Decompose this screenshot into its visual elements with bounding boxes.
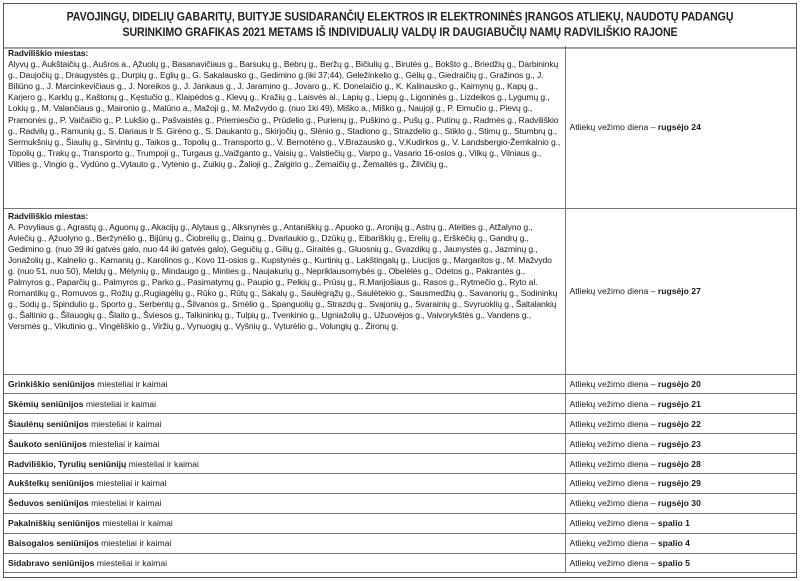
eldership-suffix: miesteliai ir kaimai bbox=[88, 418, 162, 429]
streets-cell bbox=[4, 46, 565, 208]
date-cell bbox=[565, 46, 796, 208]
street-list: Alyvų g., Aukštaičių g., Aušros a., Ąžuolų g., Basanavičiaus g., Barsukų g., Bebrų g., Beržų g., Bičiulių g., Birutės g., Bokšto g., Briedžių g., Darbininkų g., Daujočių g., Draugystės g., Durpių g., Eglių g., G. Sakalausko g., Gedimino g.(iki 37;44), Geležinkelio g., Gėlių g., Giedraičių g., Gražinos g., J. Biliūno g., J. Marcinkevičiaus g., J. Noreikos g., J. Jankaus g., J. Jaramino g., Jovaro g., K. Donelaičio g., K. Kalinausko g., Kaimynų g., Kapų g., Karjero g., Karklų g., Kaštonų g., Kęstučio g., Klaipėdos g., Klevų g., Kražių g., Laisvės al., Lapių g., Liepų g., Ligoninės g., Lizdeikos g., Lygumų g., Lokių g., M. Valančiaus g., Maironio g., Malūno a., Mažoji g., M. Mažvydo g. (nuo 1ki 49), Miško a., Miško g., Naujoji g., P. Eimučio g., Pievų g., Pramonės g., P. Vaičaičio g., P. Lukšio g., Pašvaistės g., Priemiesčio g., Prūdelio g., Purienų g., Puškino g., Pušų g., Putinų g., Radmės g., Radviliškio g., Radvilų g., Ramunių g., S. Dariaus ir S. Girėno g., S. Daukanto g., Skirjočių g., Slėnio g., Stadiono g., Strazdelio g., Stiklo g., Stirnų g., Stumbrų g., Sermukšnių g., Šiaulių g., Sirvintų g., Taikos g., Topolių g., Transporto g., V. Bernotėno g., V.Brazausko g., V.Kudirkos g., V. Landsbergio-Žemkalnio g., Topolių g., Trakų g., Transporto g., Trumpoji g., Turgaus g.,Vaižganto g., Vaisių g., Valstiečių g., Varpo g., Vasario 16-osios g., Vilkų g., Vilniaus g., Vilties g., Vingio g., Vydūno g.,Vytauto g., Vytenio g., Zuikių g., Žalioji g., Žalgirio g., Žemaičių g., Žemaitės g., Žilvičių g., bbox=[8, 59, 561, 169]
title-line-1: PAVOJINGŲ, DIDELIŲ GABARITŲ, BUITYJE SUSIDARANČIŲ ELEKTROS IR ELEKTRONINĖS ĮRANGOS ATLIEKŲ, NAUDOTŲ PADANGŲ bbox=[66, 9, 734, 24]
date-prefix: Atliekų vežimo diena – bbox=[569, 286, 658, 296]
eldership-cell bbox=[4, 394, 565, 414]
date-cell bbox=[565, 454, 796, 474]
table-row bbox=[4, 374, 796, 394]
date-cell bbox=[565, 533, 796, 553]
collection-date: rugsėjo 20 bbox=[657, 378, 701, 389]
date-prefix: Atliekų vežimo diena – bbox=[569, 121, 658, 132]
collection-date: spalio 1 bbox=[657, 518, 690, 529]
city-heading: Radviliškio miestas: bbox=[8, 210, 89, 221]
eldership-cell bbox=[4, 434, 565, 454]
eldership-cell bbox=[4, 414, 565, 434]
eldership-name: Šeduvos seniūnijos bbox=[8, 498, 89, 509]
collection-date: spalio 4 bbox=[657, 538, 690, 549]
eldership-cell bbox=[4, 533, 565, 553]
table-row bbox=[4, 533, 796, 553]
schedule-table bbox=[4, 46, 796, 573]
date-cell bbox=[565, 493, 796, 513]
date-prefix: Atliekų vežimo diena – bbox=[569, 557, 658, 568]
table-row bbox=[4, 414, 796, 434]
eldership-suffix: miesteliai ir kaimai bbox=[93, 478, 167, 489]
date-prefix: Atliekų vežimo diena – bbox=[569, 438, 658, 449]
eldership-cell bbox=[4, 454, 565, 474]
collection-date: rugsėjo 29 bbox=[657, 478, 701, 489]
title-line-2: SURINKIMO GRAFIKAS 2021 METAMS IŠ INDIVIDUALIŲ VALDŲ IR DAUGIABUČIŲ NAMŲ RADVILIŠKIO RAJONE bbox=[122, 25, 678, 39]
date-cell bbox=[565, 473, 796, 493]
eldership-name: Radviliškio, Tyrulių seniūnijų bbox=[8, 458, 127, 469]
date-prefix: Atliekų vežimo diena – bbox=[569, 378, 658, 389]
table-row bbox=[4, 394, 796, 414]
collection-date: rugsėjo 23 bbox=[657, 438, 701, 449]
eldership-name: Aukštelkų seniūnijos bbox=[8, 478, 94, 489]
eldership-suffix: miesteliai ir kaimai bbox=[100, 518, 173, 529]
eldership-suffix: miesteliai ir kaimai bbox=[94, 378, 168, 389]
date-prefix: Atliekų vežimo diena – bbox=[569, 418, 658, 429]
eldership-suffix: miesteliai ir kaimai bbox=[98, 538, 172, 549]
table-row-city-1 bbox=[4, 46, 796, 208]
eldership-suffix: miesteliai ir kaimai bbox=[94, 557, 168, 568]
date-cell bbox=[565, 553, 796, 573]
eldership-name: Sidabravo seniūnijos bbox=[8, 557, 95, 568]
collection-date: spalio 5 bbox=[657, 557, 690, 568]
collection-date: rugsėjo 22 bbox=[657, 418, 701, 429]
city-heading: Radviliškio miestas: bbox=[8, 48, 89, 58]
date-cell bbox=[565, 414, 796, 434]
eldership-name: Pakalniškių seniūnijos bbox=[8, 518, 101, 529]
date-prefix: Atliekų vežimo diena – bbox=[569, 538, 658, 549]
eldership-suffix: miesteliai ir kaimai bbox=[86, 438, 160, 449]
eldership-name: Grinkiškio seniūnijos bbox=[8, 378, 95, 389]
date-cell bbox=[565, 208, 796, 374]
eldership-cell bbox=[4, 493, 565, 513]
date-cell bbox=[565, 394, 796, 414]
eldership-cell bbox=[4, 513, 565, 533]
eldership-name: Šaukoto seniūnijos bbox=[8, 438, 87, 449]
eldership-cell bbox=[4, 553, 565, 573]
eldership-cell bbox=[4, 473, 565, 493]
eldership-suffix: miesteliai ir kaimai bbox=[126, 458, 199, 469]
table-row bbox=[4, 434, 796, 454]
table-row bbox=[4, 493, 796, 513]
table-row bbox=[4, 454, 796, 474]
collection-date: rugsėjo 27 bbox=[657, 286, 701, 296]
table-row bbox=[4, 513, 796, 533]
date-prefix: Atliekų vežimo diena – bbox=[569, 398, 658, 409]
table-row bbox=[4, 473, 796, 493]
street-list: A. Povyliaus g., Agrastų g., Aguonų g., Akacijų g., Alytaus g., Alksnynės g., Antaniškių g., Apuoko g., Aronijų g., Astrų g., Ateities g., Atžalyno g., Aviečių g., Ąžuolyno g., Beržynėlio g., Bijūnų g., Čiobrelių g., Dainų g., Dvarlaukio g., Dzūkų g., Eibariškių g., Erelių g., Erškėčių g., Gandrų g., Gedimino g. (nuo 39 iki gatvės galo, nuo 44 iki gatvės galo), Gegučių g., Gilių g., Giraitės g., Gluosnių g., Gvazdikų g., Jaunystės g., Jazminų g., Jonažolių g., Kalnelio g., Kamanių g., Karolinos g., Kovo 11-osios g., Kupstynės g., Kurtinių g., Lakštingalų g., Liucijos g., Margaritos g., M. Mažvydo g. (nuo 51, nuo 50), Meldų g., Mėlynių g., Mindaugo g., Minties g., Naujakurių g., Nepriklausomybės g., Obelėlės g., Odetos g., Pakrantės g., Palmyros g., Paparčių g., Palmyros g., Parko g., Pasimatymų g., Paupio g., Pelkių g., Prūsų g., R.Marijošiaus g., Rasos g., Rytmečio g., Ryto al. Romantikų g., Romuvos g., Rožių g.,Rugiagėlių g., Rūko g., Rūtų g., Sakalų g., Saulėgrąžų g., Saulėtekio g., Sausmedžių g., Savanorių g., Sodininkų g., Sodų g., Spindulio g., Sporto g., Serbentų g., Šilvanos g., Smėlio g., Spanguolių g., Strazdų g., Svajonių g., Svarainių g., Svyruoklių g., Šaltalankių g., Šaltinio g., Šilauogių g., Šlaito g., Šviesos g., Talkininkų g., Tulpių g., Tvenkinio g., Ugniažolių g., Užuovėjos g., Vaivorykštės g., Vandens g., Versmės g., Vikutinio g., Vingėliškio g., Viržių g., Vynuogių g., Vyšnių g., Vyturėlio g., Volungių g., Žironų g. bbox=[8, 221, 558, 332]
eldership-name: Šiaulėnų seniūnijos bbox=[8, 418, 89, 429]
date-prefix: Atliekų vežimo diena – bbox=[569, 518, 658, 529]
eldership-suffix: miesteliai ir kaimai bbox=[88, 498, 162, 509]
date-cell bbox=[565, 374, 796, 394]
date-prefix: Atliekų vežimo diena – bbox=[569, 458, 658, 469]
eldership-suffix: miesteliai ir kaimai bbox=[83, 398, 157, 409]
schedule-document bbox=[3, 3, 797, 578]
date-prefix: Atliekų vežimo diena – bbox=[569, 478, 658, 489]
streets-cell bbox=[4, 208, 565, 374]
collection-date: rugsėjo 24 bbox=[657, 121, 701, 132]
document-title bbox=[4, 1, 796, 48]
eldership-name: Skėmių seniūnijos bbox=[8, 398, 84, 409]
date-prefix: Atliekų vežimo diena – bbox=[569, 498, 658, 509]
eldership-cell bbox=[4, 374, 565, 394]
date-cell bbox=[565, 513, 796, 533]
collection-date: rugsėjo 21 bbox=[657, 398, 701, 409]
collection-date: rugsėjo 28 bbox=[657, 458, 701, 469]
table-row-city-2 bbox=[4, 208, 796, 374]
date-cell bbox=[565, 434, 796, 454]
collection-date: rugsėjo 30 bbox=[657, 498, 701, 509]
table-row bbox=[4, 553, 796, 573]
eldership-name: Baisogalos seniūnijos bbox=[8, 538, 99, 549]
